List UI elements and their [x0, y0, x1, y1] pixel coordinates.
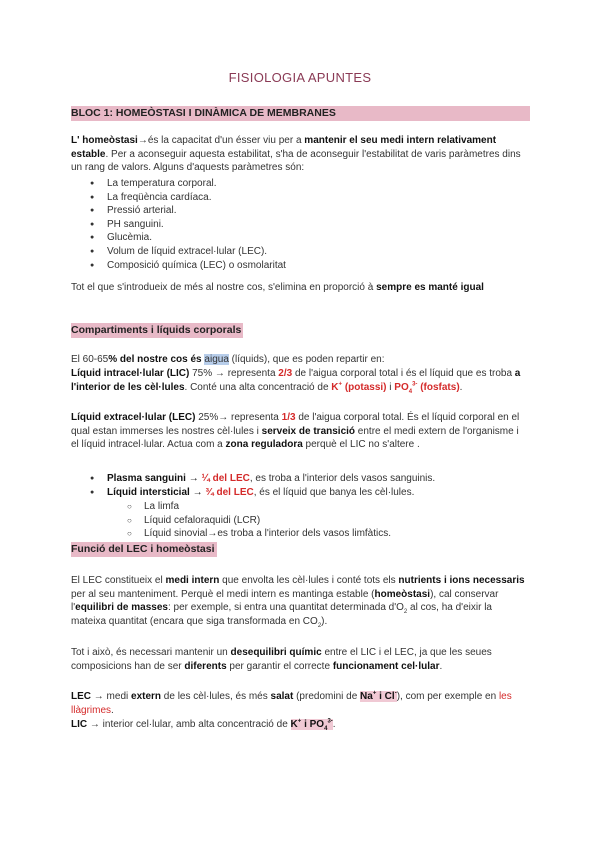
list-item: ● PH sanguini. — [89, 218, 509, 232]
list-item: ● Pressió arterial. — [89, 204, 509, 218]
lic-line: LIC → interior cel·lular, amb alta concentració de K+ i $PO_4^{3-}$. — [71, 718, 336, 732]
list-item: ● La freqüència cardíaca. — [89, 191, 509, 205]
lec-line: LEC → medi extern de les cèl·lules, és més salat (predomini de Na+ i Cl-), com per exemple en les llàgrimes. — [71, 690, 512, 716]
document-title: FISIOLOGIA APUNTES — [228, 70, 372, 85]
funcio-paragraph-2: Tot i això, és necessari mantenir un desequilibri químic entre el LIC i el LEC, ja que les seues composicions han de ser diferents per garantir el correcte funcionament cel·lular. — [71, 647, 492, 672]
list-item-plasma: ● Plasma sanguini → ¼ del LEC, es troba a l'interior dels vasos sanguinis. — [89, 472, 529, 486]
intersticial-sublist — [126, 500, 526, 541]
funcio-paragraph-1: El LEC constitueix el medi intern que envolta les cèl·lules i conté tots els nutrients i ions necessaris per al seu manteniment. Perquè el medi intern es mantinga estable (homeòstasi), cal conservar l'equilibri de masses: per exemple, si entra una quantitat determinada $d'O_2$ al cos, ha d'eixir la mateixa quantitat (encara que siga transformada en $CO_2$). — [71, 575, 525, 629]
list-item-intersticial: ● Líquid intersticial → ¾ del LEC, és el líquid que banya les cèl·lules. — [89, 486, 529, 500]
list-item: ● Composició química (LEC) o osmolaritat — [89, 259, 509, 273]
tot-el-que-paragraph: Tot el que s'introdueix de més al nostre cos, s'elimina en proporció à sempre es manté igual — [71, 282, 484, 293]
lic-paragraph: Líquid intracel·lular (LIC) 75% → representa 2/3 de l'aigua corporal total i és el líquid que es troba a l'interior de les cèl·lules. Conté una alta concentració de K+ (potassi) i $PO_4^{3-}$ (fosfats). — [71, 368, 521, 395]
list-item: ○ La limfa — [126, 500, 526, 514]
homeostasi-paragraph: L' homeòstasi→és la capacitat d'un ésser viu per a mantenir el seu medi intern relativament estable. Per a aconseguir aquesta estabilitat, s'ha de aconseguir l'estabilitat de varis paràmetres dins un rang de valors. Alguns d'aquests paràmetres són: — [71, 135, 521, 174]
list-item: ● Glucèmia. — [89, 231, 509, 245]
list-item: ○ Líquid sinovial→es troba a l'interior dels vasos limfàtics. — [126, 527, 526, 541]
section-heading-compartiments: Compartiments i líquids corporals — [71, 324, 242, 336]
section-heading-funcio: Funció del LEC i homeòstasi — [71, 543, 215, 555]
el6065-paragraph: El 60-65% del nostre cos és aigua (líquids), que es poden repartir en: — [71, 354, 385, 365]
highlight-aigua: aigua — [204, 354, 229, 365]
lec-types-list — [89, 472, 529, 499]
lec-paragraph: Líquid extracel·lular (LEC) 25%→ representa 1/3 de l'aigua corporal total. És el líquid corporal en el qual estan immerses les nostres cèl·lules i serveix de transició entre el medi extern de l'organisme i el líquid intracel·lular. Actua com a zona reguladora perquè el LIC no s'altere . — [71, 412, 520, 451]
parameters-list — [89, 177, 509, 272]
section-heading-bloc1: BLOC 1: HOMEÒSTASI I DINÀMICA DE MEMBRANES — [71, 106, 530, 121]
list-item: ● Volum de líquid extracel·lular (LEC). — [89, 245, 509, 259]
homeostasi-term: L' homeòstasi — [71, 135, 138, 146]
list-item: ● La temperatura corporal. — [89, 177, 509, 191]
list-item: ○ Líquid cefaloraquidi (LCR) — [126, 514, 526, 528]
